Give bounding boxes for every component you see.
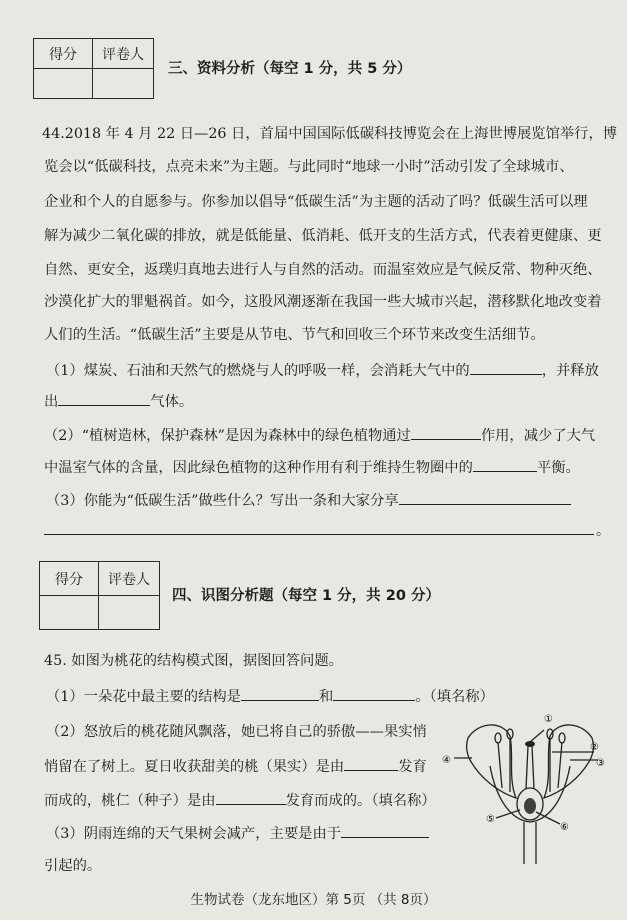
q44-sub2-text: 作用，减少了大气 xyxy=(480,428,596,444)
q45-sub3-text: （3）阴雨连绵的天气果树会减产，主要是由于 xyxy=(46,826,342,842)
figure-label-5: ⑤ xyxy=(486,814,495,825)
score-cell[interactable] xyxy=(34,69,93,99)
stigma-shape xyxy=(525,741,535,747)
answer-blank[interactable] xyxy=(58,391,150,406)
q44-sub3-text: （3）你能为“低碳生活”做些什么？写出一条和大家分享 xyxy=(46,493,399,509)
ovule-shape xyxy=(524,798,536,814)
grader-label: 评卷人 xyxy=(93,39,154,69)
q44-sub1-line1 xyxy=(46,360,627,380)
score-label: 得分 xyxy=(40,562,99,596)
answer-blank[interactable] xyxy=(470,360,542,375)
q45-sub3-line2: 引起的。 xyxy=(44,858,102,874)
page-footer: 生物试卷（龙东地区）第 5页 （共 8页） xyxy=(190,892,437,908)
score-cell[interactable] xyxy=(40,596,99,630)
figure-label-3: ③ xyxy=(596,758,605,769)
q44-sub2-line2 xyxy=(44,457,627,477)
figure-label-6: ⑥ xyxy=(560,822,569,833)
answer-blank[interactable] xyxy=(399,490,571,505)
q44-line: 沙漠化扩大的罪魁祸首。如今，这股风潮逐渐在我国一些大城市兴起，潜移默化地改变着 xyxy=(44,294,602,310)
q44-line: 人们的生活。“低碳生活”主要是从节电、节气和回收三个环节来改变生活细节。 xyxy=(44,327,545,343)
section-title-4: 四、识图分析题（每空 1 分，共 20 分） xyxy=(172,588,440,604)
answer-blank[interactable] xyxy=(344,756,398,771)
q44-line: 解为减少二氧化碳的排放，就是低能量、低消耗、低开支的生活方式，代表着更健康、更 xyxy=(44,228,602,244)
q45-sub1-text: （1）一朵花中最主要的结构是 xyxy=(46,689,241,705)
q45-sub2-text: 而成的，桃仁（种子）是由 xyxy=(44,793,216,809)
score-table-section4 xyxy=(39,561,160,630)
q44-sub2-text: （2）“植树造林，保护森林”是因为森林中的绿色植物通过 xyxy=(44,428,411,444)
grader-cell[interactable] xyxy=(99,596,160,630)
figure-label-1: ① xyxy=(544,714,553,725)
q44-sub1-line2 xyxy=(44,391,627,411)
q45-sub1-text: 。（填名称） xyxy=(415,689,494,705)
answer-blank[interactable] xyxy=(241,686,319,701)
grader-cell[interactable] xyxy=(93,69,154,99)
q44-sub1-text: （1）煤炭、石油和天然气的燃烧与人的呼吸一样，会消耗大气中的 xyxy=(46,363,470,379)
q44-sub1-text: 气体。 xyxy=(150,394,194,410)
q44-sub2-text: 中温室气体的含量，因此绿色植物的这种作用有利于维持生物圈中的 xyxy=(44,460,473,476)
q45-sub1 xyxy=(46,686,627,706)
score-label: 得分 xyxy=(34,39,93,69)
grader-label: 评卷人 xyxy=(99,562,160,596)
q44-sub2-text: 平衡。 xyxy=(536,460,580,476)
score-table-section3 xyxy=(33,38,154,99)
q44-sub3-line1 xyxy=(46,490,627,510)
q44-sub3-end: 。 xyxy=(596,523,610,539)
q45-sub2-text: 发育而成的。（填名称） xyxy=(285,793,436,809)
section-title-3: 三、资料分析（每空 1 分，共 5 分） xyxy=(168,61,412,77)
answer-blank[interactable] xyxy=(341,823,429,838)
answer-line[interactable] xyxy=(44,534,594,535)
figure-label-4: ④ xyxy=(442,755,451,766)
q44-sub1-text: 出 xyxy=(44,394,59,410)
q45-sub1-text: 和 xyxy=(318,689,334,705)
answer-blank[interactable] xyxy=(216,790,286,805)
q45-sub2-line1: （2）怒放后的桃花随风飘落，她已将自己的骄傲——果实悄 xyxy=(46,724,427,740)
answer-blank[interactable] xyxy=(333,686,415,701)
q44-sub1-text: ，并释放 xyxy=(541,363,599,379)
q44-sub2-line1 xyxy=(44,425,627,445)
answer-blank[interactable] xyxy=(411,425,481,440)
answer-blank[interactable] xyxy=(473,457,537,472)
q44-line: 自然、更安全，返璞归真地去进行人与自然的活动。而温室效应是气候反常、物种灭绝、 xyxy=(44,262,602,278)
q45-sub2-text: 悄留在了树上。夏日收获甜美的桃（果实）是由 xyxy=(44,759,345,775)
peach-flower-diagram xyxy=(440,708,620,868)
q44-line: 44.2018 年 4 月 22 日—26 日，首届中国国际低碳科技博览会在上海世博展览馆举行，博 xyxy=(42,126,618,142)
figure-label-2: ② xyxy=(590,742,599,753)
q45-sub2-text: 发育 xyxy=(398,759,427,775)
q44-line: 企业和个人的自愿参与。你参加以倡导“低碳生活”为主题的活动了吗？低碳生活可以理 xyxy=(44,194,588,210)
q44-line: 览会以“低碳科技，点亮未来”为主题。与此同时“地球一小时”活动引发了全球城市、 xyxy=(44,159,574,175)
q45-intro: 45. 如图为桃花的结构模式图，据图回答问题。 xyxy=(44,653,343,669)
